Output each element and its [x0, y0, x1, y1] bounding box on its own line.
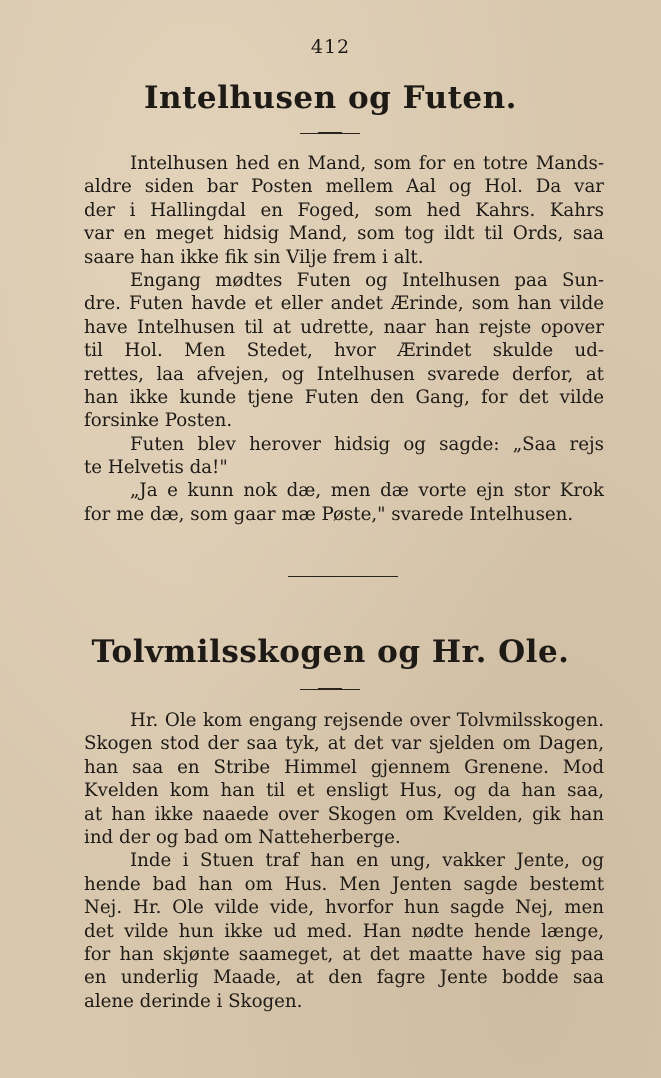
text-line: det vilde hun ikke ud med. Han nødte hende længe,	[84, 920, 604, 942]
title-rule	[300, 133, 360, 134]
text-line: var en meget hidsig Mand, som tog ildt til Ords, saa	[84, 223, 604, 245]
text-line: have Intelhusen til at udrette, naar han rejste opover	[84, 316, 604, 338]
text-line: alene derinde i Skogen.	[84, 990, 303, 1012]
page-number: 412	[310, 36, 351, 58]
text-line: en underlig Maade, at den fagre Jente bodde saa	[84, 967, 604, 989]
section-title: Tolvmilsskogen og Hr. Ole.	[91, 634, 570, 670]
section-body	[84, 709, 604, 1013]
text-line: aldre siden bar Posten mellem Aal og Hol. Da var	[84, 176, 604, 198]
text-line: hende bad han om Hus. Men Jenten sagde bestemt	[84, 873, 604, 895]
title-rule	[300, 689, 360, 690]
section-title: Intelhusen og Futen.	[144, 80, 517, 116]
text-line: han ikke kunde tjene Futen den Gang, for det vilde	[84, 386, 604, 408]
section-divider	[288, 576, 398, 577]
text-line: Engang mødtes Futen og Intelhusen paa Sun-	[130, 269, 604, 291]
text-line: Nej. Hr. Ole vilde vide, hvorfor hun sagde Nej, men	[84, 897, 604, 919]
text-line: Kvelden kom han til et ensligt Hus, og da han saa,	[84, 780, 604, 802]
text-line: at han ikke naaede over Skogen om Kvelden, gik han	[84, 803, 604, 825]
text-line: dre. Futen havde et eller andet Ærinde, som han vilde	[84, 293, 604, 315]
text-line: han saa en Stribe Himmel gjennem Grenene. Mod	[84, 756, 604, 778]
text-line: der i Hallingdal en Foged, som hed Kahrs. Kahrs	[84, 199, 604, 221]
text-line: saare han ikke fik sin Vilje frem i alt.	[84, 246, 424, 268]
text-line: til Hol. Men Stedet, hvor Ærindet skulde ud-	[84, 340, 604, 362]
section-body	[84, 152, 604, 526]
text-line: Futen blev herover hidsig og sagde: „Saa rejs	[130, 433, 604, 455]
text-line: te Helvetis da!"	[84, 457, 228, 479]
text-line: „Ja e kunn nok dæ, men dæ vorte ejn stor Krok	[130, 480, 604, 502]
text-line: Hr. Ole kom engang rejsende over Tolvmilsskogen.	[130, 710, 604, 731]
text-line: Inde i Stuen traf han en ung, vakker Jente, og	[130, 850, 604, 872]
text-line: for han skjønte saameget, at det maatte have sig paa	[84, 943, 604, 965]
text-line: rettes, laa afvejen, og Intelhusen svarede derfor, at	[84, 363, 604, 385]
text-line: Skogen stod der saa tyk, at det var sjelden om Dagen,	[84, 733, 604, 755]
text-line: Intelhusen hed en Mand, som for en totre Mands-	[130, 153, 604, 174]
text-line: forsinke Posten.	[84, 410, 233, 432]
text-line: ind der og bad om Natteherberge.	[84, 826, 401, 848]
text-line: for me dæ, som gaar mæ Pøste," svarede Intelhusen.	[84, 503, 574, 525]
